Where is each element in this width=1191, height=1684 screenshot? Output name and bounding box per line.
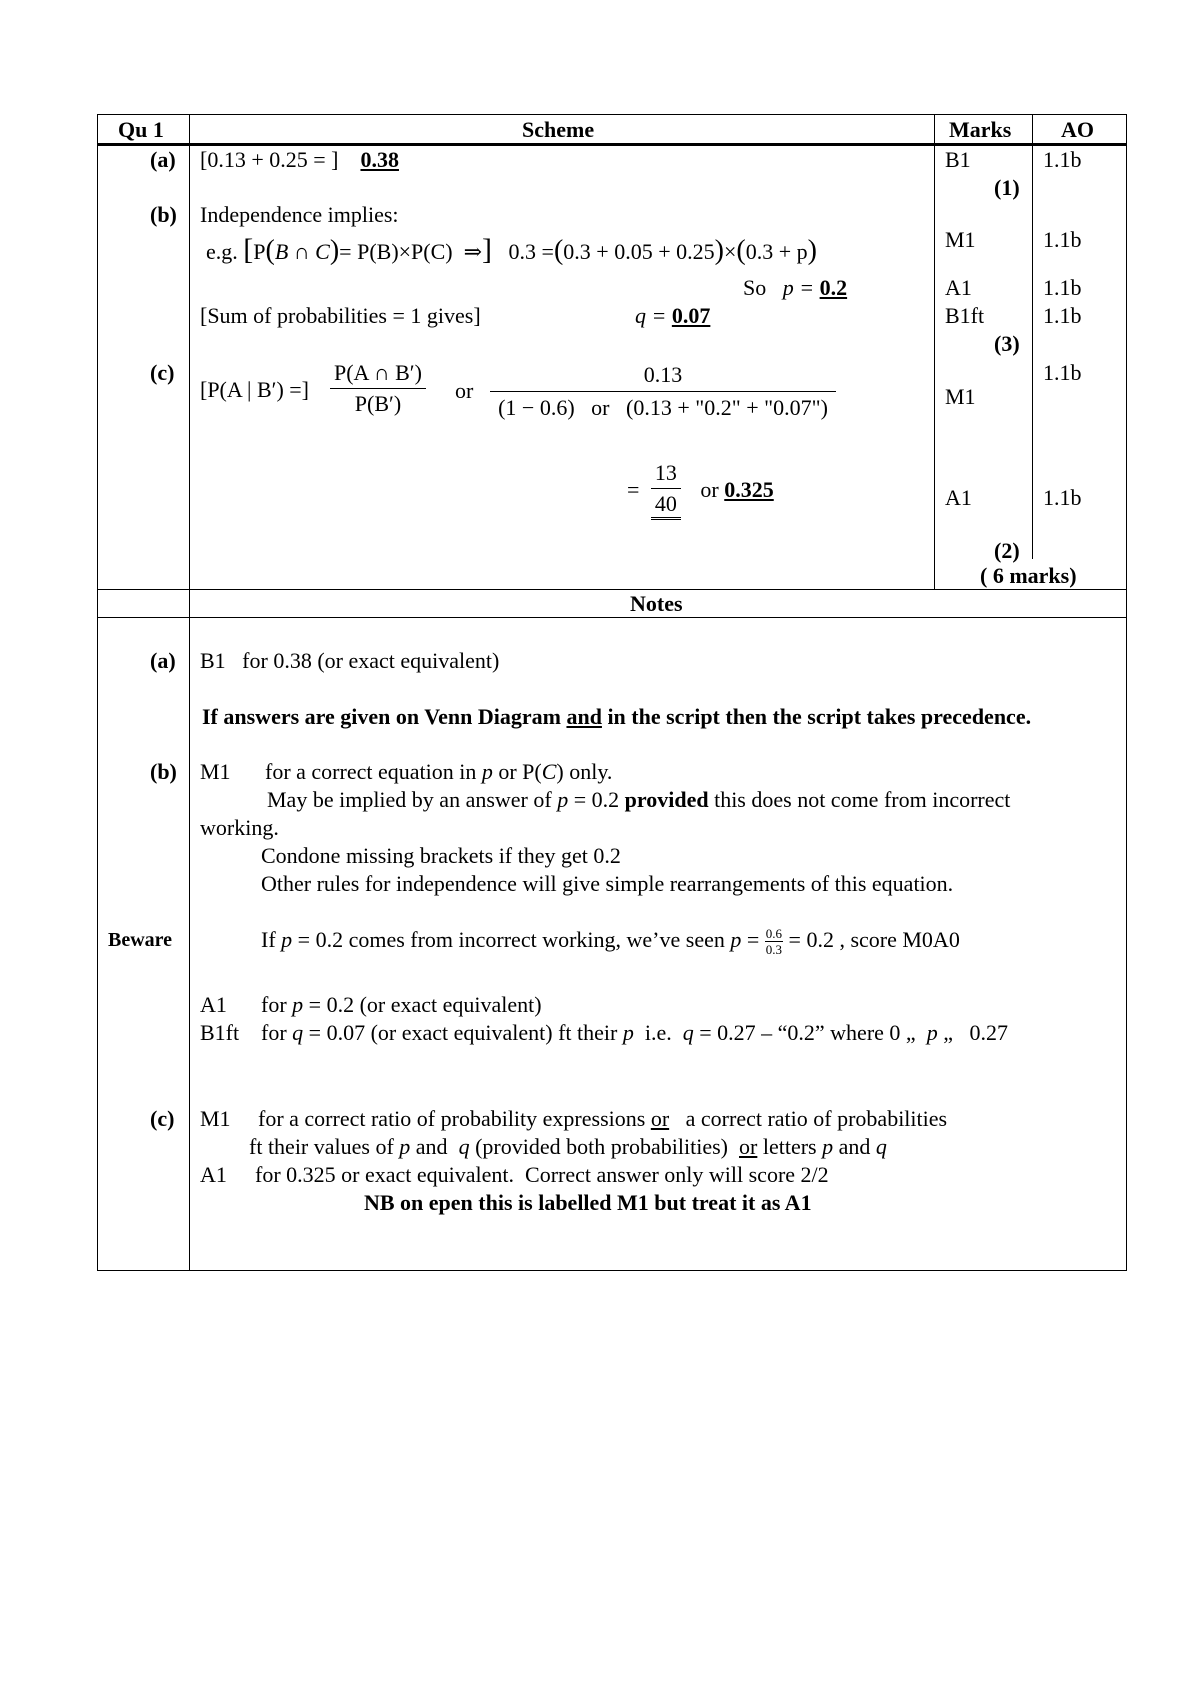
part-c-fraction1: [330, 360, 426, 417]
part-b-mark3: B1ft: [945, 303, 985, 328]
part-b-mark2: A1: [945, 275, 972, 300]
header-scheme: Scheme: [522, 117, 595, 142]
part-b-p-answer: 0.2: [819, 275, 848, 300]
notes-b-a1-text: for p = 0.2 (or exact equivalent): [261, 992, 542, 1017]
notes-c-a1-code: A1: [200, 1162, 227, 1187]
part-a-working-text: [0.13 + 0.25 = ]: [200, 147, 339, 172]
marks-ao-inner-line: [1032, 144, 1033, 559]
header-qu: Qu 1: [118, 117, 164, 142]
part-b-label: (b): [150, 202, 177, 227]
header-bottom-border: [97, 143, 1127, 146]
part-a-total: (1): [994, 175, 1020, 200]
part-b-mark1: M1: [945, 227, 976, 252]
part-c-res-num: 13: [651, 460, 681, 489]
part-c-ao2: 1.1b: [1043, 485, 1082, 510]
notes-a-line: B1 for 0.38 (or exact equivalent): [200, 648, 500, 673]
table-top-border: [97, 114, 1127, 115]
part-c-res-den: 40: [651, 489, 681, 520]
grand-total: ( 6 marks): [980, 563, 1077, 588]
notes-c-m1-text: for a correct ratio of probability expressions or a correct ratio of probabilities: [258, 1106, 948, 1131]
notes-c-m1-code: M1: [200, 1106, 231, 1131]
notes-b-condone: Condone missing brackets if they get 0.2: [261, 843, 621, 868]
notes-c-a1-text: for 0.325 or exact equivalent. Correct answer only will score 2/2: [255, 1162, 829, 1187]
table-bottom-border: [97, 1270, 1127, 1271]
notes-beware-label: Beware: [108, 929, 173, 951]
part-b-q-answer: 0.07: [671, 303, 711, 328]
part-c-lhs: [P(A | B′) =]: [200, 377, 310, 402]
part-c-frac1-den: P(B′): [354, 391, 402, 416]
notes-c-ft-text: ft their values of p and q (provided both probabilities) or letters p and q: [249, 1134, 887, 1159]
part-b-q-line: q = 0.07: [635, 303, 711, 328]
part-b-ao2: 1.1b: [1043, 275, 1082, 300]
part-c-mark1: M1: [945, 384, 976, 409]
notes-beware-text: If p = 0.2 comes from incorrect working, we’ve seen p = $\frac{0.6}{0.3}$ = 0.2 , score M0A0: [261, 926, 960, 958]
column-divider-qu: [189, 114, 190, 1271]
notes-b-b1ft-text: for q = 0.07 (or exact equivalent) ft their p i.e. q = 0.27 – “0.2” where 0 „ p „ 0.27: [261, 1020, 1008, 1045]
notes-b-working: working.: [200, 815, 279, 840]
part-b-so-line: So p = 0.2: [743, 275, 848, 300]
header-marks: Marks: [949, 117, 1012, 142]
scheme-bottom-border: [97, 589, 1127, 590]
notes-c-nb: NB on epen this is labelled M1 but treat it as A1: [364, 1190, 812, 1215]
notes-b-m1-code: M1: [200, 759, 231, 784]
eg-text: e.g.: [206, 239, 238, 264]
notes-b-implied: May be implied by an answer of p = 0.2 provided this does not come from incorrect: [267, 787, 1011, 812]
column-divider-marks: [934, 114, 935, 589]
part-b-total: (3): [994, 331, 1020, 356]
part-c-ao1: 1.1b: [1043, 360, 1082, 385]
part-b-sum-text: [Sum of probabilities = 1 gives]: [200, 303, 481, 328]
part-c-mark2: A1: [945, 485, 972, 510]
notes-b-label: (b): [150, 759, 177, 784]
part-c-fraction2: [490, 362, 836, 421]
notes-title: Notes: [630, 591, 683, 616]
notes-c-label: (c): [150, 1106, 175, 1131]
notes-b-b1ft-code: B1ft: [200, 1020, 240, 1045]
part-c-frac2-den: (1 − 0.6) or (0.13 + "0.2" + "0.07"): [498, 395, 828, 420]
part-c-decimal-answer: 0.325: [724, 477, 774, 502]
part-b-ao1: 1.1b: [1043, 227, 1082, 252]
column-divider-ao: [1032, 114, 1033, 144]
part-c-frac1-num: P(A ∩ B′): [330, 360, 426, 389]
part-c-result: = $\frac{13}{40}$ or 0.325: [627, 460, 774, 520]
notes-venn-rule: If answers are given on Venn Diagram and in the script then the script takes precedence.: [202, 704, 1032, 729]
table-left-border: [97, 114, 98, 1271]
notes-header-bottom-border: [97, 617, 1127, 618]
notes-b-a1-code: A1: [200, 992, 227, 1017]
part-b-intro: Independence implies:: [200, 202, 399, 227]
part-a-ao: 1.1b: [1043, 147, 1082, 172]
notes-b-other-rules: Other rules for independence will give simple rearrangements of this equation.: [261, 871, 954, 896]
table-right-border: [1126, 114, 1127, 1271]
part-b-equation: e.g. [P(B ∩ C)= P(B)×P(C) ⇒] 0.3 =(0.3 + 0.05 + 0.25)×(0.3 + p): [206, 233, 817, 266]
header-ao: AO: [1061, 117, 1094, 142]
part-c-or1: or: [455, 378, 474, 403]
part-a-working: [200, 147, 399, 173]
part-b-ao3: 1.1b: [1043, 303, 1082, 328]
part-a-mark: B1: [945, 147, 971, 172]
part-a-label: (a): [150, 147, 176, 172]
part-c-total: (2): [994, 538, 1020, 563]
notes-b-m1-text: for a correct equation in p or P(C) only.: [265, 759, 613, 784]
part-a-answer: 0.38: [360, 147, 399, 172]
part-c-label: (c): [150, 360, 175, 385]
notes-a-label: (a): [150, 648, 176, 673]
part-c-frac2-num: 0.13: [490, 362, 836, 392]
